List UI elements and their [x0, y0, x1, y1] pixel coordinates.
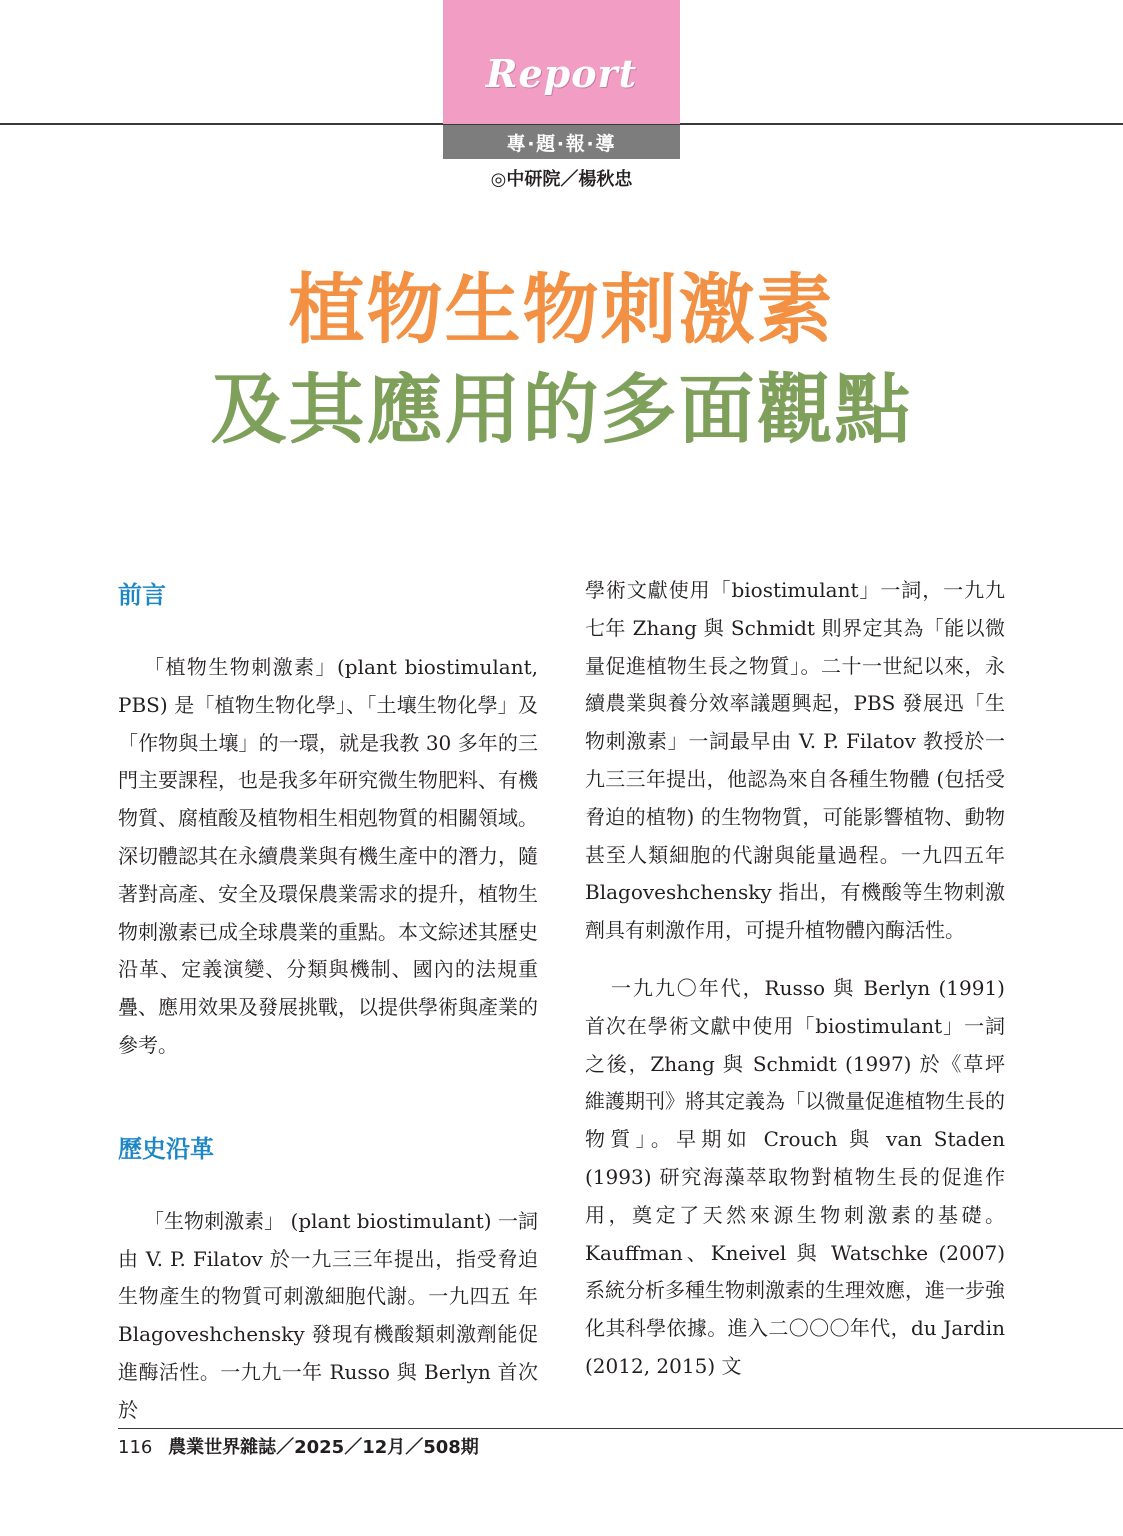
section-heading-intro: 前言	[118, 581, 166, 609]
history-paragraph-right-2: 一九九〇年代，Russo 與 Berlyn (1991) 首次在學術文獻中使用「biostimulant」一詞之後，Zhang 與 Schmidt (1997) 於《草坪維護期刊》將其定義為「以微量促進植物生長的物質」。早期如 Crouch 與 van Staden (1993) 研究海藻萃取物對植物生長的促進作用，奠定了天然來源生物刺激素的基礎。Kauffman、Kneivel 與 Watschke (2007) 系統分析多種生物刺激素的生理效應，進一步強化其科學依據。進入二〇〇〇年代，du Jardin (2012, 2015) 文	[585, 975, 1005, 1378]
column-label: 專‧題‧報‧導	[506, 132, 617, 155]
history-paragraph-left: 「生物刺激素」 (plant biostimulant) 一詞由 V. P. Filatov 於一九三三年提出，指受脅迫生物產生的物質可刺激細胞代謝。一九四五 年 Blagoveshchensky 發現有機酸類刺激劑能促進酶活性。一九九一年 Russo 與 Berlyn 首次於	[118, 1208, 538, 1422]
left-column	[118, 575, 538, 1430]
author-byline: ◎中研院／楊秋忠	[490, 169, 633, 190]
footer-rule	[118, 1428, 1123, 1429]
page-footer	[118, 1433, 479, 1459]
page-number: 116	[118, 1437, 153, 1458]
history-paragraph-right-1: 學術文獻使用「biostimulant」一詞，一九九七年 Zhang 與 Schmidt 則界定其為「能以微量促進植物生長之物質」。二十一世紀以來，永續農業與養分效率議題興起，PBS 發展迅「生物刺激素」一詞最早由 V. P. Filatov 教授於一九三三年提出，他認為來自各種生物體 (包括受脅迫的植物) 的生物物質，可能影響植物、動物甚至人類細胞的代謝與能量過程。一九四五年 Blagoveshchensky 指出，有機酸等生物刺激劑具有刺激作用，可提升植物體內酶活性。	[585, 578, 1005, 943]
intro-paragraph: 「植物生物刺激素」(plant biostimulant, PBS) 是「植物生物化學」、「土壤生物化學」及「作物與土壤」的一環，就是我教 30 多年的三門主要課程，也是我多年研究微生物肥料、有機物質、腐植酸及植物相生相剋物質的相關領域。深切體認其在永續農業與有機生產中的潛力，隨著對高產、安全及環保農業需求的提升，植物生物刺激素已成全球農業的重點。本文綜述其歷史沿革、定義演變、分類與機制、國內的法規重疊、應用效果及發展挑戰，以提供學術與產業的參考。	[118, 655, 538, 1057]
column-label-badge	[443, 125, 680, 159]
magazine-issue: 農業世界雜誌／2025／12月／508期	[168, 1437, 479, 1458]
section-heading-history: 歷史沿革	[118, 1134, 214, 1163]
report-badge-word: Report	[485, 50, 638, 96]
report-badge	[443, 0, 680, 124]
article-title-line-2: 及其應用的多面觀點	[210, 365, 913, 454]
article-title-line-1: 植物生物刺激素	[288, 265, 835, 354]
right-column	[585, 572, 1005, 1386]
